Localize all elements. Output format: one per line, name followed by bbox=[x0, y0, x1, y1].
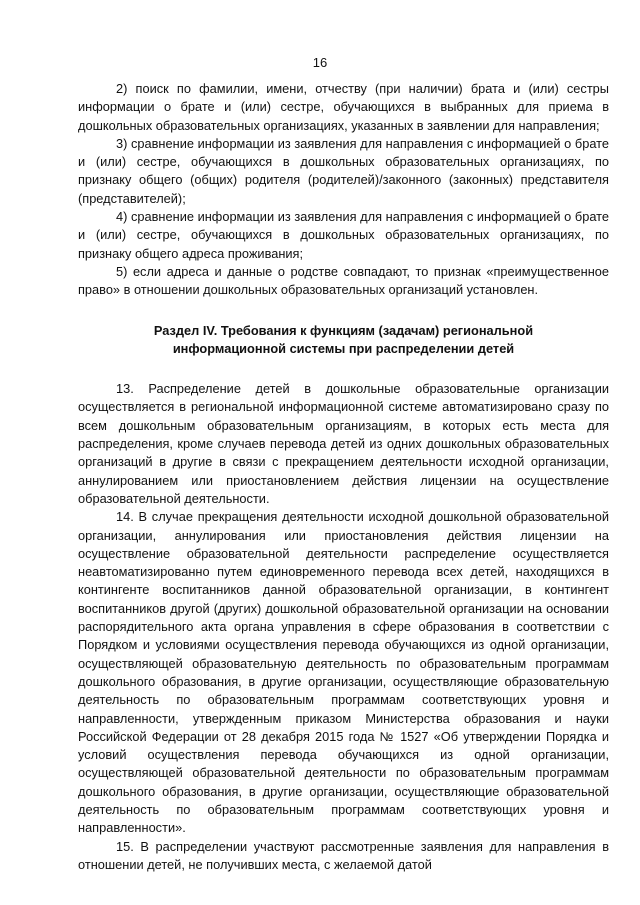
page-number: 16 bbox=[312, 55, 328, 70]
section-heading bbox=[78, 322, 609, 359]
list-item-2: 2) поиск по фамилии, имени, отчеству (при наличии) брата и (или) сестры информации о брате и (или) сестре, обучающихся в выбранных для приема в дошкольных образовательных организациях, указанных в заявлении для направления; bbox=[78, 81, 609, 133]
list-item-3: 3) сравнение информации из заявления для направления с информацией о брате и (или) сестре, обучающихся в дошкольных образовательных организациях, по признаку общего (общих) родителя (родителей)/законного (законных) представителя (представителей); bbox=[78, 135, 609, 206]
spacer bbox=[78, 358, 609, 380]
list-item-4: 4) сравнение информации из заявления для направления с информацией о брате и (или) сестре, обучающихся в дошкольных образовательных организациях, по признаку общего адреса проживания; bbox=[78, 209, 609, 261]
paragraph-13: 13. Распределение детей в дошкольные образовательные организации осуществляется в региональной информационной системе автоматизировано сразу по всем дошкольным образовательным организациям, в которых есть места для распределения, кроме случаев перевода детей из одних дошкольных образовательных организаций в другие в связи с прекращением деятельности исходной организации, аннулированием или приостановлением действия лицензии на осуществление образовательной деятельности. bbox=[78, 381, 609, 506]
paragraph-15: 15. В распределении участвуют рассмотренные заявления для направления в отношении детей, не получивших места, с желаемой датой bbox=[78, 838, 609, 872]
list-item-5: 5) если адреса и данные о родстве совпадают, то признак «преимущественное право» в отношении дошкольных образовательных организаций установлен. bbox=[78, 263, 609, 298]
document-body bbox=[78, 80, 609, 874]
paragraph-14: 14. В случае прекращения деятельности исходной дошкольной образовательной организации, аннулирования или приостановления действия лицензии на осуществление образовательной деятельности распределение осуществляется неавтоматизированно путем единовременного перевода всех детей, находящихся в контингенте воспитанников данной образовательной организации, в контингент воспитанников другой (других) дошкольной образовательной организации на основании распорядительного акта органа управления в сфере образования в соответствии с Порядком и условиями осуществления перевода обучающихся из одной организации, осуществляющей образовательную деятельность по образовательным программам дошкольного образования, в другие организации, осуществляющие образовательную деятельность по образовательным программам соответствующих уровня и направленности, утвержденным приказом Министерства образования и науки Российской Федерации от 28 декабря 2015 года № 1527 «Об утверждении Порядка и условий осуществления перевода обучающихся из одной организации, осуществляющей образовательной деятельности по образовательным программам дошкольного образования, в другие организации, осуществляющие образовательной деятельность по образовательным программам соответствующих уровня и направленности». bbox=[78, 509, 609, 836]
section-heading-line-1: Раздел IV. Требования к функциям (задачам) региональной bbox=[153, 322, 534, 338]
section-heading-line-2: информационной системы при распределении детей bbox=[172, 340, 515, 356]
